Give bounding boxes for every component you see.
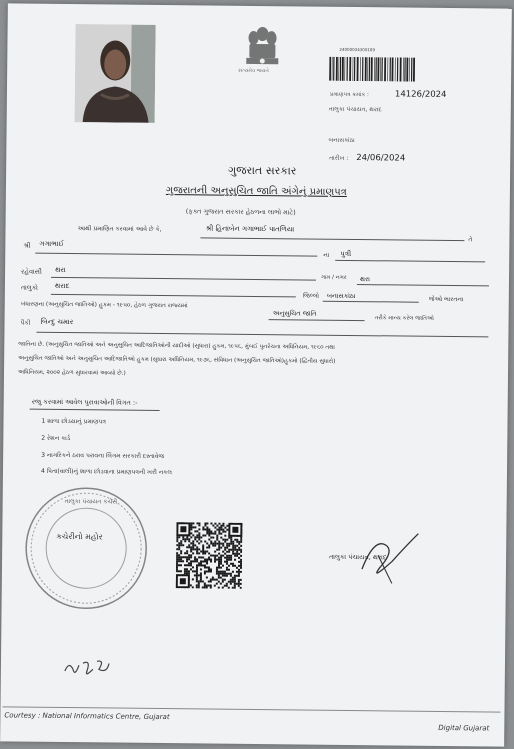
certificate-no-label: પ્રમાણપત્ર ક્રમાંક : <box>329 91 369 99</box>
applicant-name: શ્રી હિનાબેન ગગાભાઈ પાતળિયા <box>205 224 295 234</box>
category: અનુસુચિત જાતિ <box>272 309 317 318</box>
father-line <box>35 253 317 257</box>
document-item-1: 1 શાળા છોડયાનું પ્રમાણપત્ર <box>41 417 107 426</box>
seal-ring-text: તાલુકા પંચાયત કચેરી <box>64 498 118 506</box>
certificate-title: ગુજરાતની અનુસુચિત જાતિ અંગેનું પ્રમાણપત્ર <box>165 185 347 198</box>
law-paragraph-line-3: અધિનિયમ, ૨૦૦૨ હેઠળ સુધારવામાં આવ્યો છે.) <box>17 369 126 377</box>
father-name: ગગાભાઈ <box>39 239 65 248</box>
documents-heading: રજુ કરવામાં આવેલ પુરાવાઓની વિગત :- <box>31 397 138 407</box>
government-title: ગુજરાત સરકાર <box>228 163 297 178</box>
father-label: શ્રી <box>23 241 31 250</box>
law-paragraph-line-2: અનુસુચિત જાતિઓ અને અનુસુચિત આદિજાતિઓ હુકમ (સુધારા અધિનિયમ, ૧૯૭૬, સંવિધાન (અનુસુચિત જાતિઓ)હુકમો (દ્વિતીય સુધારો) <box>18 355 336 365</box>
signature-label: તાલુકા પંચાયત, થરાદ <box>329 552 387 562</box>
documents-heading-underline <box>30 409 160 411</box>
barcode-number: 24000034300189 <box>339 46 376 53</box>
issue-date: 24/06/2024 <box>356 153 406 164</box>
state-suffix: જેઓ ભારતના <box>428 295 464 304</box>
resident: થરા <box>55 265 66 275</box>
taluka-label: તાલુકો <box>20 283 38 292</box>
qr-code <box>176 522 243 589</box>
resident-label: રહેવાસી <box>21 267 42 276</box>
barcode <box>329 46 417 82</box>
district-label: જિલ્લો <box>302 292 320 300</box>
relation-suffix: તે <box>468 236 473 244</box>
certify-prefix: આથી પ્રમાણિત કરવામાં આવે છે કે, <box>77 225 162 234</box>
applicant-photo <box>75 24 156 123</box>
relation-line <box>335 260 485 263</box>
certificate-paper <box>0 3 512 746</box>
relation-of: ના <box>323 251 330 259</box>
name-line <box>200 237 464 241</box>
footer-brand: Digital Gujarat <box>438 723 490 733</box>
document-item-4: 4 પિતા(વાલી)નું શાળા છોડવાના પ્રમાણપત્રની ખરી નકલ <box>40 467 173 477</box>
office-seal <box>24 486 149 611</box>
district: બનાસકાંઠા <box>326 291 356 301</box>
seal-text: કચેરીનો મહોર <box>56 531 103 542</box>
certificate-number: 14126/2024 <box>394 89 447 100</box>
date-label: તારીખ : <box>329 154 349 162</box>
village: થરા <box>359 275 371 284</box>
handwritten-initials <box>63 657 113 680</box>
village-label: ગામ / નગર <box>320 274 347 281</box>
issuing-office: તાલુકા પંચાયત, થરાદ <box>328 105 382 114</box>
taluka: થરાદ <box>54 281 70 291</box>
order-text: બંધારણના (અનુસુચિત જાતિઓ) હુકમ - ૧૯૫૦, હેઠળ ગુજરાત રાજ્યમાં <box>20 301 188 310</box>
village-line <box>357 284 489 286</box>
relation: પુત્રી <box>340 249 352 258</box>
document-item-3: 3 નાગરિકને ઠરાવ પરાવના લિંગમ સરકારી દસ્તાવેજ <box>41 451 165 461</box>
recognized-suffix: તરીકે માન્ય કરેલ જાતિઓ <box>374 315 434 322</box>
law-paragraph-line-1: જાતિના છે. (અનુસુચિત જાતિઓ અને અનુસુચિત આદિજાતિઓની યાદીઓ (સુધારા) હુકમ, ૧૯૫૬, મુંબઈ પુનર્રચના અધિનિયમ, ૧૯૬૦ તથા <box>18 341 335 351</box>
document-item-2: 2 રેશન કાર્ડ <box>41 434 71 443</box>
caste-prefix: પૈકી <box>20 319 31 327</box>
national-emblem-icon <box>239 24 286 82</box>
taluka-line <box>51 294 296 298</box>
caste-line <box>36 332 488 338</box>
resident-line <box>51 277 316 281</box>
certificate-subtitle: (ફક્ત ગુજરાત સરકાર હેઠળના લાભો માટે) <box>185 207 296 217</box>
header-district: બનાસકાંઠા <box>328 136 355 145</box>
category-line <box>269 319 365 321</box>
emblem-caption: સત્યમેવ જયતે <box>238 67 269 75</box>
caste: બિન્દુ ચમાર <box>40 317 74 327</box>
district-line <box>323 301 419 303</box>
footer-courtesy: Courtesy : National Informatics Centre, Gujarat <box>4 711 170 722</box>
